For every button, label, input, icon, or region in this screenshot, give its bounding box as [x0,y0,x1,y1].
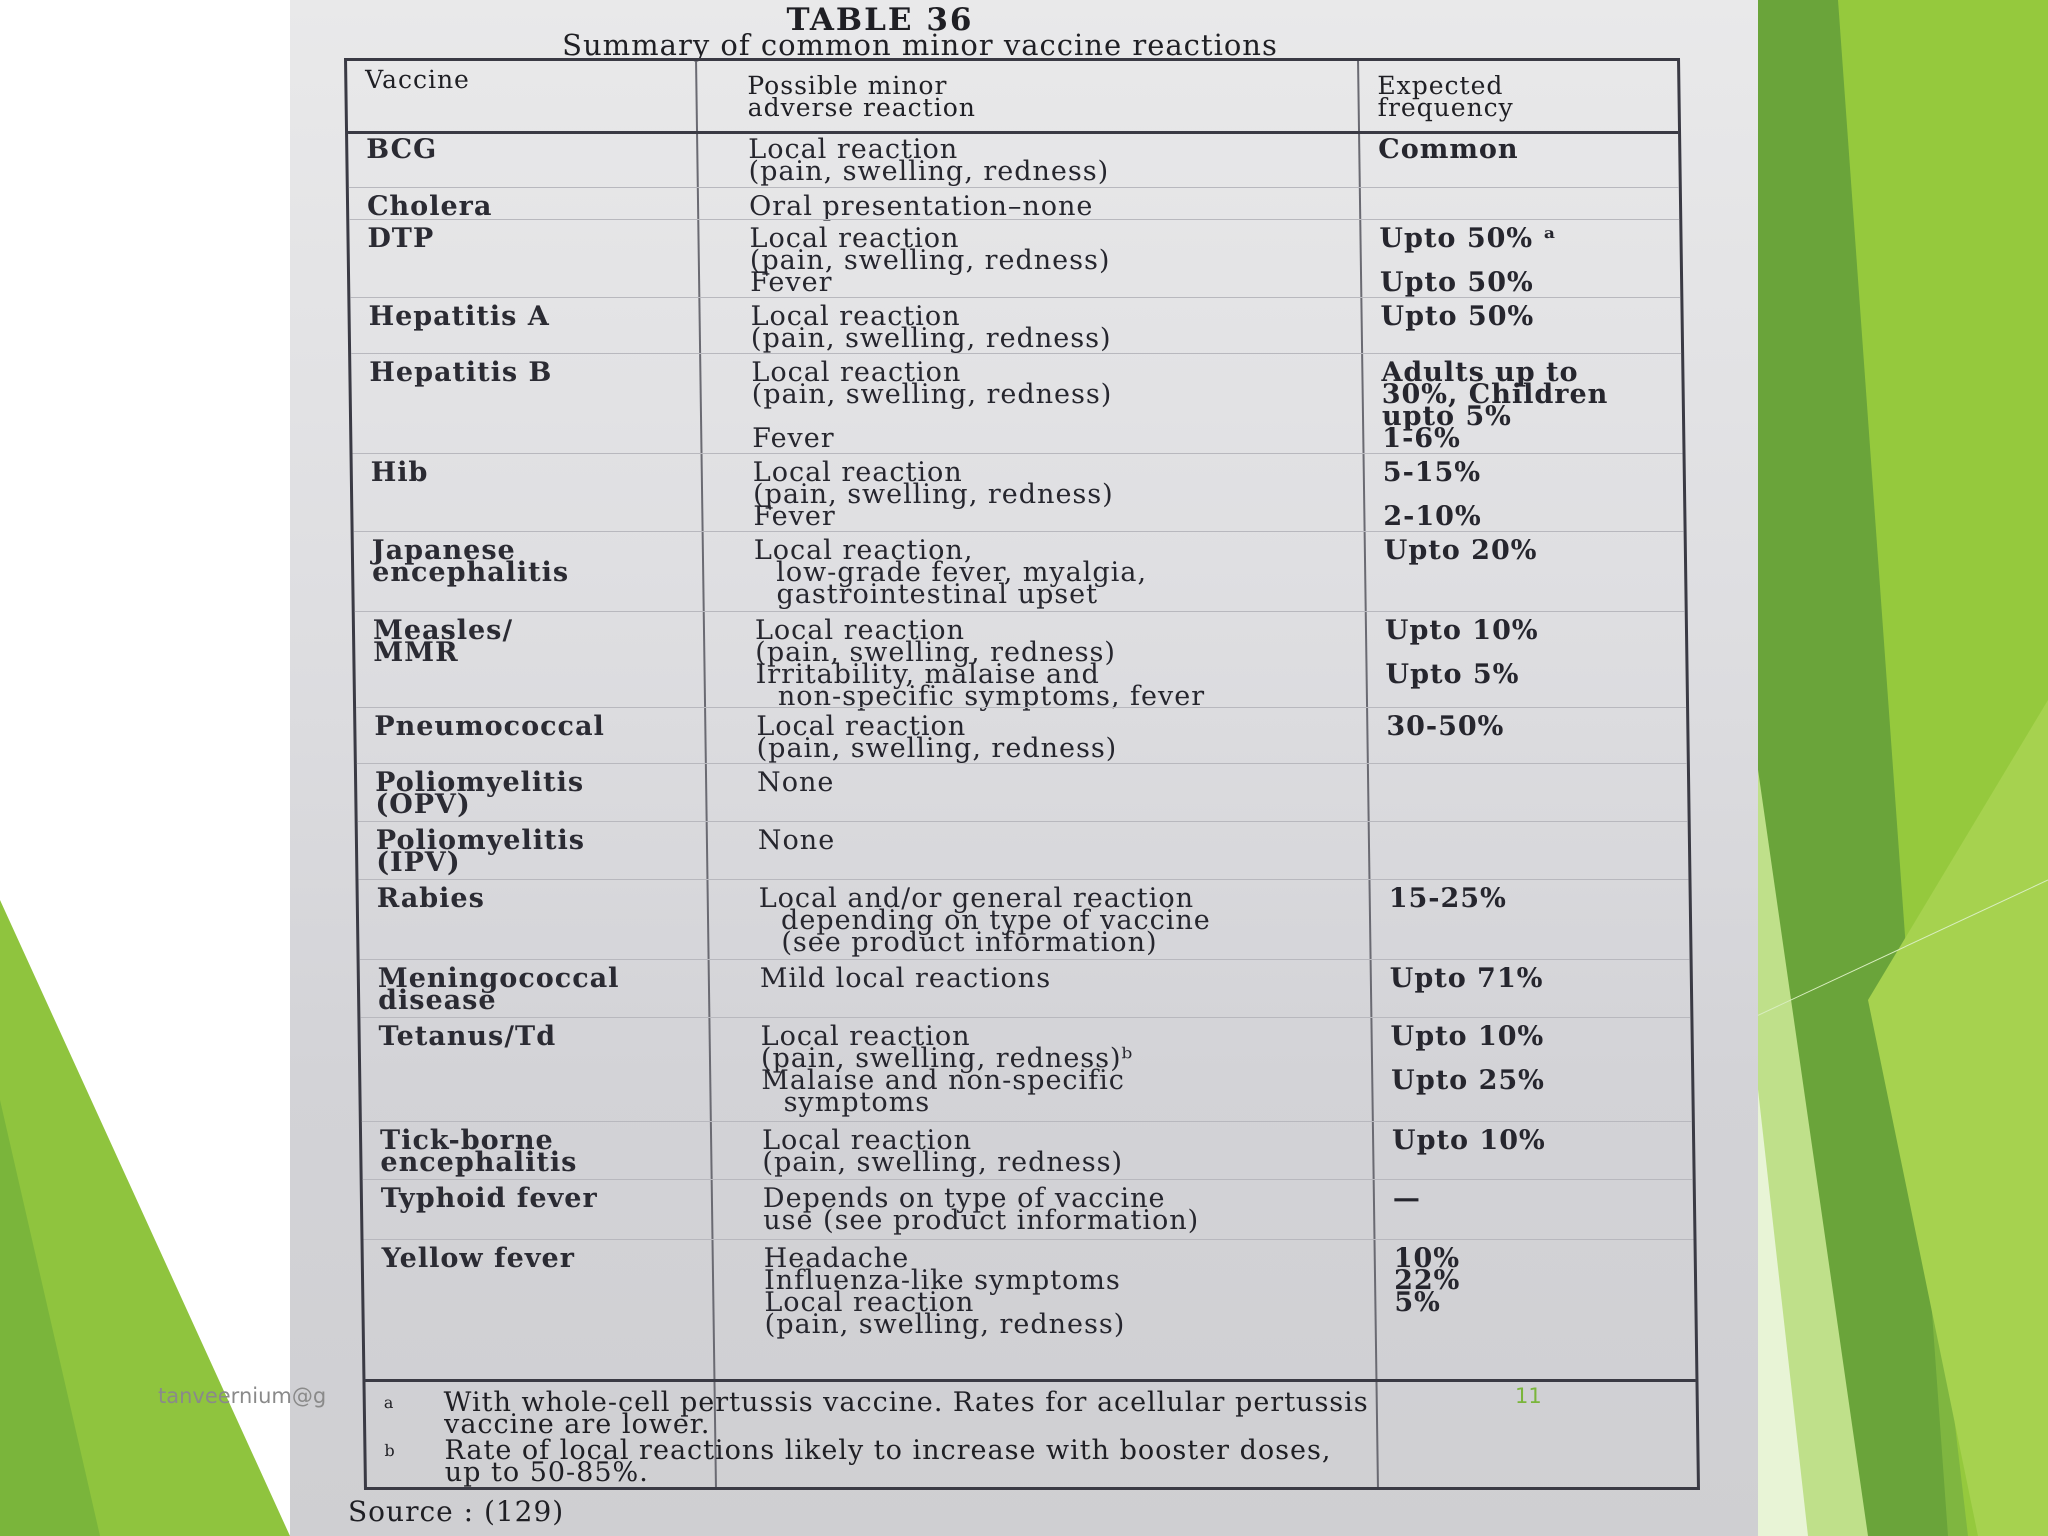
reaction-cell: Depends on type of vaccine use (see product information) [762,1183,1200,1236]
frequency-cell: Upto 10% [1391,1125,1546,1156]
table-title: TABLE 36 [786,2,974,38]
slide-footer-email: tanveernium@g [158,1384,327,1408]
table-row [349,219,1680,298]
table-row [348,131,1679,187]
vaccine-cell: Measles/ MMR [372,615,514,668]
header-frequency: Expected frequency [1377,71,1515,122]
frequency-cell: 30-50% [1386,711,1505,742]
vaccine-cell: Hib [370,457,429,488]
table-row [362,1121,1693,1180]
vaccine-cell: Poliomyelitis (OPV) [374,767,585,820]
table-row [363,1239,1695,1380]
vaccine-cell: Hepatitis A [368,301,550,332]
table-row [354,531,1685,612]
frequency-cell: Upto 50% ᵃ Upto 50% [1379,223,1558,298]
reaction-cell: Local reaction (pain, swelling, redness) Irritability, malaise and non-specific symptoms, fever [754,615,1206,712]
reaction-cell: Local reaction (pain, swelling, redness) Fever [752,457,1114,532]
reaction-cell: None [757,825,836,856]
reaction-cell: Oral presentation–none [748,191,1094,222]
table-row [363,1179,1694,1240]
reaction-cell: Local reaction (pain, swelling, redness) Fever [751,357,1113,454]
reaction-cell: Local and/or general reaction depending on type of vaccine (see product information) [758,883,1211,958]
reaction-cell: Headache Influenza-like symptoms Local reaction (pain, swelling, redness) [763,1243,1126,1340]
vaccine-reactions-table [344,58,1700,1490]
table-row [350,297,1681,354]
reaction-cell: Local reaction (pain, swelling, redness) Fever [749,223,1111,298]
table-row [358,821,1689,880]
vaccine-cell: BCG [366,134,438,165]
footnote-a: a With whole-cell pertussis vaccine. Rates for acellular pertussis vaccine are lower. [383,1387,1369,1440]
frequency-cell: 5-15% 2-10% [1382,457,1482,532]
vaccine-cell: Tetanus/Td [378,1021,557,1052]
right-green-decoration [1748,0,2048,1536]
scanned-table-image [290,0,1758,1536]
frequency-cell: Upto 10% Upto 5% [1384,615,1539,690]
frequency-cell: 15-25% [1388,883,1507,914]
frequency-cell: Upto 71% [1389,963,1544,994]
frequency-cell: Upto 10% Upto 25% [1390,1021,1546,1096]
left-green-decoration [0,0,300,1536]
reaction-cell: Local reaction (pain, swelling, redness) [748,134,1110,187]
vaccine-cell: Pneumococcal [374,711,605,742]
table-row [356,707,1687,764]
vaccine-cell: Yellow fever [381,1243,576,1274]
table-row [360,1017,1691,1122]
frequency-cell: — [1392,1183,1422,1214]
frequency-cell: Upto 50% [1380,301,1535,332]
frequency-cell: Upto 20% [1383,535,1538,566]
slide-page-number: 11 [1515,1384,1542,1408]
reaction-cell: Local reaction (pain, swelling, redness) [761,1125,1124,1178]
reaction-cell: Local reaction (pain, swelling, redness) [750,301,1112,354]
header-vaccine: Vaccine [365,65,471,94]
vaccine-cell: Typhoid fever [380,1183,598,1214]
frequency-cell: Common [1378,134,1519,165]
vaccine-cell: Japanese encephalitis [371,535,570,588]
table-row [357,763,1688,822]
header-reaction: Possible minor adverse reaction [747,71,977,122]
reaction-cell: Local reaction, low-grade fever, myalgia, gastrointestinal upset [753,535,1148,610]
table-header [347,61,1678,134]
table-row [349,187,1679,220]
table-row [353,453,1684,532]
frequency-cell: Adults up to 30%, Children upto 5% 1-6% [1381,357,1609,454]
table-row [360,959,1691,1018]
reaction-cell: Local reaction (pain, swelling, redness) [756,711,1118,764]
footnote-b: b Rate of local reactions likely to increase with booster doses, up to 50-85%. [384,1435,1332,1488]
frequency-cell: 10% 22% 5% [1393,1243,1461,1318]
table-footnotes [365,1379,1697,1490]
reaction-cell: Local reaction (pain, swelling, redness)ᵇ Malaise and non-specific symptoms [760,1021,1134,1118]
vaccine-cell: Hepatitis B [369,357,553,388]
reaction-cell: Mild local reactions [759,963,1052,994]
table-source: Source : (129) [348,1495,565,1528]
vaccine-cell: Rabies [376,883,486,914]
vaccine-cell: Cholera [366,191,493,222]
vaccine-cell: Tick-borne encephalitis [379,1125,578,1178]
table-row [351,353,1682,454]
table-subtitle: Summary of common minor vaccine reactions [562,28,1278,62]
vaccine-cell: Meningococcal disease [377,963,620,1016]
table-row [355,611,1686,712]
vaccine-cell: Poliomyelitis (IPV) [375,825,586,878]
table-row [358,879,1689,960]
reaction-cell: None [756,767,835,798]
vaccine-cell: DTP [367,223,435,254]
